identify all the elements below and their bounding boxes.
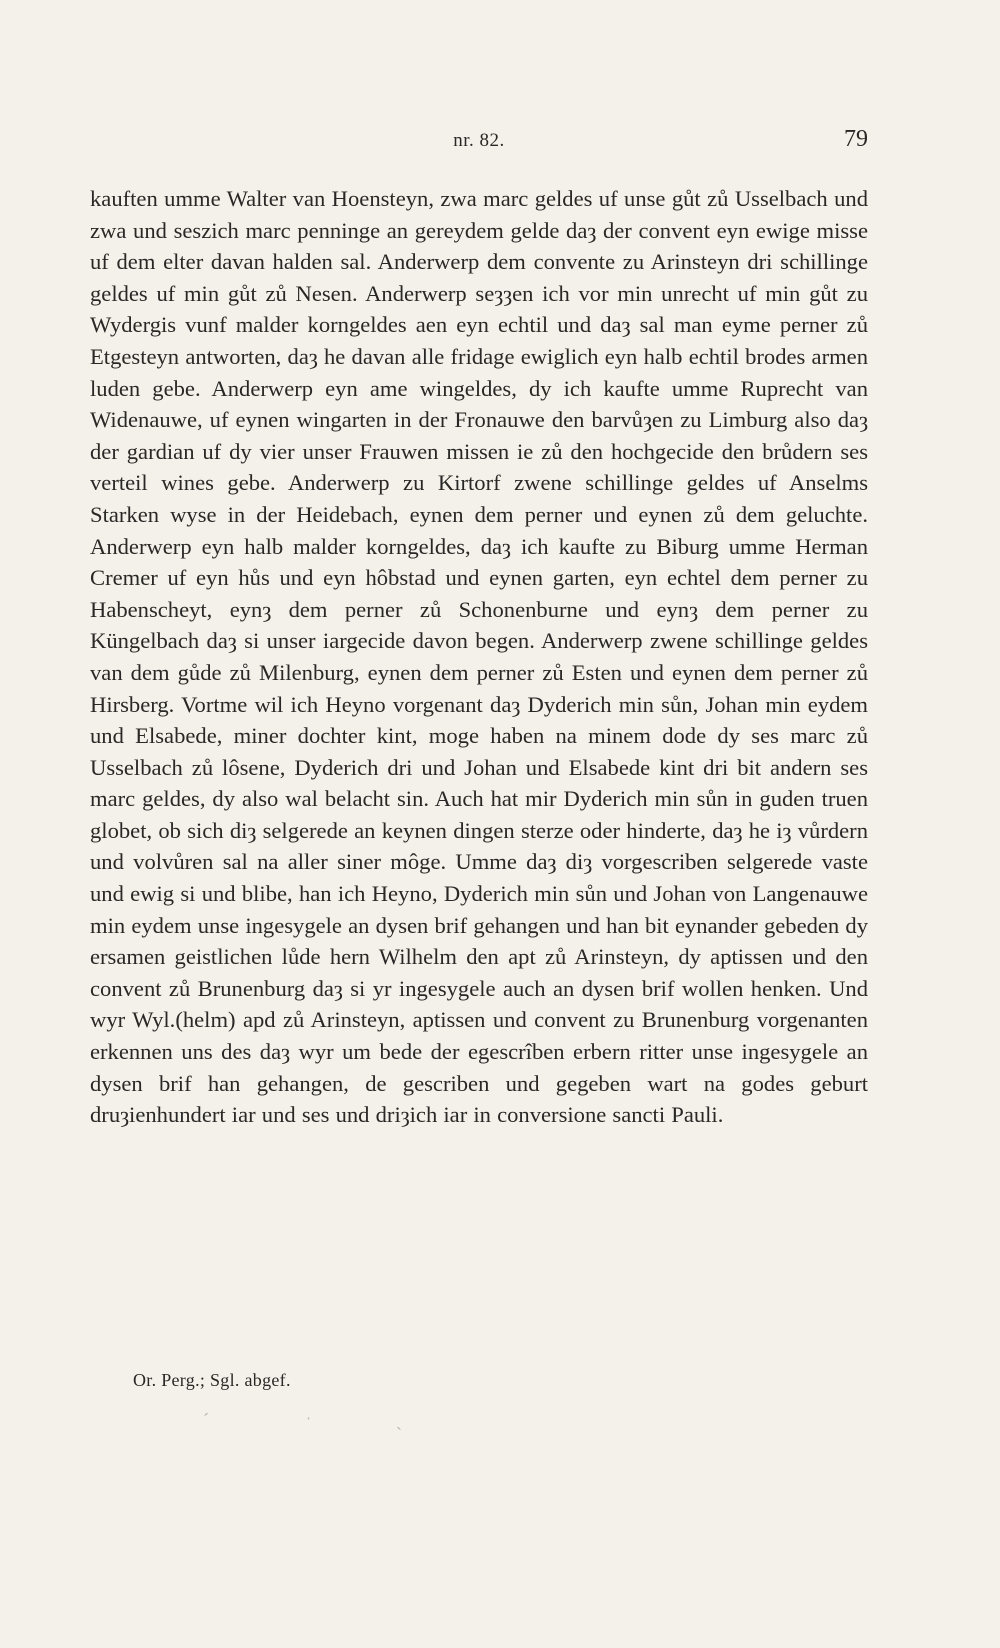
- source-note: Or. Perg.; Sgl. abgef.: [133, 1370, 291, 1390]
- scan-speck: ˊ: [203, 1410, 209, 1430]
- scan-speck: ˑ: [306, 1410, 312, 1430]
- running-head: [90, 126, 868, 158]
- scan-speck: ˏ: [396, 1410, 402, 1430]
- page-number: 79: [844, 126, 868, 152]
- charter-number: nr. 82.: [453, 130, 505, 151]
- charter-text: kauften umme Walter van Hoensteyn, zwa marc geldes uf unse gůt zů Usselbach und zwa und seszich marc penninge an gereydem gelde daȝ der convent eyn ewige misse uf dem elter davan halden sal. Anderwerp dem convente zu Arinsteyn dri schillinge geldes uf min gůt zů Nesen. Anderwerp seȝȝen ich vor min unrecht uf min gůt zu Wydergis vunf malder korngeldes aen eyn echtil und daȝ sal man eyme perner zů Etgesteyn antworten, daȝ he davan alle fridage ewiglich eyn halb echtil brodes armen luden gebe. Anderwerp eyn ame wingeldes, dy ich kaufte umme Ruprecht van Widenauwe, uf eynen wingarten in der Fronauwe den barvůȝen zu Limburg also daȝ der gardian uf dy vier unser Frauwen missen ie zů den hochgecide den brůdern ses verteil wines gebe. Anderwerp zu Kirtorf zwene schillinge geldes uf Anselms Starken wyse in der Heidebach, eynen dem perner und eynen zů dem geluchte. Anderwerp eyn halb malder korngeldes, daȝ ich kaufte zu Biburg umme Herman Cremer uf eyn hůs und eyn hôbstad und eynen garten, eyn echtel dem perner zu Habenscheyt, eynȝ dem perner zů Schonenburne und eynȝ dem perner zu Küngelbach daȝ si unser iargecide davon begen. Anderwerp zwene schillinge geldes van dem gůde zů Milenburg, eynen dem perner zů Esten und eynen dem perner zů Hirsberg. Vortme wil ich Heyno vorgenant daȝ Dyderich min sůn, Johan min eydem und Elsabede, miner dochter kint, moge haben na minem dode dy ses marc zů Usselbach zů lôsene, Dyderich dri und Johan und Elsabede kint dri bit andern ses marc geldes, dy also wal belacht sin. Auch hat mir Dyderich min sůn in guden truen globet, ob sich diȝ selgerede an keynen dingen sterze oder hinderte, daȝ he iȝ vůrdern und volvůren sal na aller siner môge. Umme daȝ diȝ vorgescriben selgerede vaste und ewig si und blibe, han ich Heyno, Dyderich min sůn und Johan von Langenauwe min eydem unse ingesygele an dysen brif gehangen und han bit eynander gebeden dy ersamen geistlichen lůde hern Wilhelm den apt zů Arinsteyn, dy aptissen und den convent zů Brunenburg daȝ si yr ingesygele auch an dysen brif wollen henken. Und wyr Wyl.(helm) apd zů Arinsteyn, aptissen und convent zu Brunenburg vorgenanten erkennen uns des daȝ wyr um bede der egescrîben erbern ritter unse ingesygele an dysen brif han gehangen, de gescriben und gegeben wart na godes geburt druȝienhundert iar und ses und driȝich iar in conversione sancti Pauli.: [90, 186, 868, 1128]
